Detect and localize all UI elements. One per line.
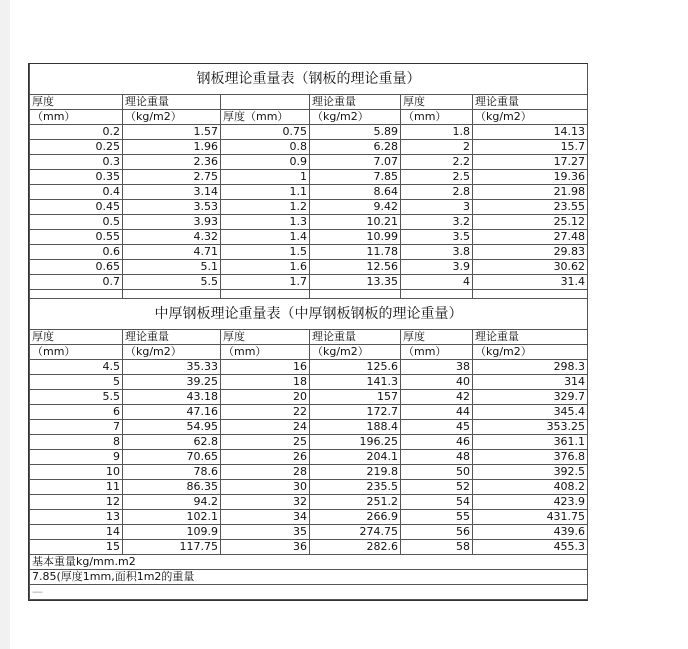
table-cell[interactable]: 43.18 <box>123 390 221 405</box>
spacer-row <box>30 290 588 299</box>
table-cell[interactable]: 13 <box>30 510 123 525</box>
spreadsheet <box>28 63 588 601</box>
table-cell[interactable]: 314 <box>473 375 588 390</box>
table-cell[interactable]: 45 <box>401 420 473 435</box>
column-header[interactable]: （kg/m2） <box>310 345 401 360</box>
table-row <box>30 230 588 245</box>
table-cell[interactable]: 14 <box>30 525 123 540</box>
sheet1-header-row-1 <box>30 95 588 110</box>
table-cell[interactable]: 2.36 <box>123 155 221 170</box>
column-header[interactable]: 厚度 <box>221 330 310 345</box>
table-cell[interactable]: 36 <box>221 540 310 555</box>
table-cell[interactable]: 0.8 <box>221 140 310 155</box>
table-cell[interactable]: 4 <box>401 275 473 290</box>
table-cell[interactable]: 0.9 <box>221 155 310 170</box>
table-row <box>30 170 588 185</box>
table-cell[interactable]: 18 <box>221 375 310 390</box>
table-cell[interactable]: 141.3 <box>310 375 401 390</box>
table-row <box>30 260 588 275</box>
table-cell[interactable]: 5.1 <box>123 260 221 275</box>
table-cell[interactable]: 44 <box>401 405 473 420</box>
table-cell[interactable]: 109.9 <box>123 525 221 540</box>
table-cell[interactable]: 3 <box>401 200 473 215</box>
table-cell[interactable]: 0.35 <box>30 170 123 185</box>
table-cell[interactable]: 0.3 <box>30 155 123 170</box>
empty-cell[interactable] <box>30 290 123 299</box>
column-header[interactable]: （mm） <box>30 345 123 360</box>
table-row <box>30 420 588 435</box>
column-header[interactable]: （mm） <box>401 345 473 360</box>
table-cell[interactable]: 54.95 <box>123 420 221 435</box>
table-cell[interactable]: 0.5 <box>30 215 123 230</box>
table-cell[interactable]: 7 <box>30 420 123 435</box>
column-header[interactable]: 理论重量 <box>473 330 588 345</box>
table-row <box>30 495 588 510</box>
empty-cell[interactable] <box>221 290 310 299</box>
sheet2-title-row <box>30 299 588 330</box>
table-cell[interactable]: 172.7 <box>310 405 401 420</box>
table-cell[interactable]: 31.4 <box>473 275 588 290</box>
table-row <box>30 405 588 420</box>
table-cell[interactable]: 10.99 <box>310 230 401 245</box>
table-cell[interactable]: 30.62 <box>473 260 588 275</box>
table-cell[interactable]: 48 <box>401 450 473 465</box>
table-cell[interactable]: 16 <box>221 360 310 375</box>
table-cell[interactable]: 1.1 <box>221 185 310 200</box>
column-header[interactable]: 理论重量 <box>310 330 401 345</box>
table-row <box>30 155 588 170</box>
table-row <box>30 465 588 480</box>
table-cell[interactable]: 353.25 <box>473 420 588 435</box>
sheet1-header-row-2 <box>30 110 588 125</box>
table-cell[interactable]: 13.35 <box>310 275 401 290</box>
table-cell[interactable]: 423.9 <box>473 495 588 510</box>
table-cell[interactable]: 11.78 <box>310 245 401 260</box>
table-cell[interactable]: 9.42 <box>310 200 401 215</box>
table-cell[interactable]: 86.35 <box>123 480 221 495</box>
table-cell[interactable]: 94.2 <box>123 495 221 510</box>
column-header[interactable] <box>221 95 310 110</box>
table-cell[interactable]: 204.1 <box>310 450 401 465</box>
table-row <box>30 375 588 390</box>
table-cell[interactable]: 12.56 <box>310 260 401 275</box>
table-cell[interactable]: 274.75 <box>310 525 401 540</box>
table-cell[interactable]: 1.2 <box>221 200 310 215</box>
table-cell[interactable]: 55 <box>401 510 473 525</box>
sheet2-title[interactable]: 中厚钢板理论重量表（中厚钢板钢板的理论重量） <box>30 299 588 330</box>
table-cell[interactable]: 0.55 <box>30 230 123 245</box>
table-row <box>30 140 588 155</box>
table-cell[interactable]: 58 <box>401 540 473 555</box>
table-cell[interactable]: 47.16 <box>123 405 221 420</box>
table-cell[interactable]: 0.75 <box>221 125 310 140</box>
table-row <box>30 480 588 495</box>
table-cell[interactable]: 39.25 <box>123 375 221 390</box>
table-row <box>30 525 588 540</box>
table-cell[interactable]: 26 <box>221 450 310 465</box>
sheet2-header-row-2 <box>30 345 588 360</box>
table-cell[interactable]: 0.2 <box>30 125 123 140</box>
table-cell[interactable]: 235.5 <box>310 480 401 495</box>
table-cell[interactable]: 12 <box>30 495 123 510</box>
table-cell[interactable]: 32 <box>221 495 310 510</box>
table-cell[interactable]: 29.83 <box>473 245 588 260</box>
table-cell[interactable]: 5.5 <box>123 275 221 290</box>
sheet1-title-row <box>30 64 588 95</box>
table-row <box>30 215 588 230</box>
table-cell[interactable]: 1.96 <box>123 140 221 155</box>
table-cell[interactable]: 7.85 <box>310 170 401 185</box>
table-cell[interactable]: 40 <box>401 375 473 390</box>
table-cell[interactable]: 266.9 <box>310 510 401 525</box>
table-cell[interactable]: 361.1 <box>473 435 588 450</box>
table-cell[interactable]: 27.48 <box>473 230 588 245</box>
table-cell[interactable]: 8 <box>30 435 123 450</box>
table-row <box>30 360 588 375</box>
table-row <box>30 200 588 215</box>
table-cell[interactable]: 431.75 <box>473 510 588 525</box>
table-cell[interactable]: 2.2 <box>401 155 473 170</box>
table-cell[interactable]: 329.7 <box>473 390 588 405</box>
table-cell[interactable]: 392.5 <box>473 465 588 480</box>
empty-cell[interactable] <box>401 290 473 299</box>
table-cell[interactable]: 0.7 <box>30 275 123 290</box>
table-cell[interactable]: 188.4 <box>310 420 401 435</box>
table-cell[interactable]: 70.65 <box>123 450 221 465</box>
table-cell[interactable]: 28 <box>221 465 310 480</box>
table-cell[interactable]: 5 <box>30 375 123 390</box>
table-row <box>30 435 588 450</box>
column-header[interactable]: （kg/m2） <box>473 110 588 125</box>
table-cell[interactable]: 56 <box>401 525 473 540</box>
column-header[interactable]: 厚度 <box>401 330 473 345</box>
table-cell[interactable]: 35 <box>221 525 310 540</box>
table-cell[interactable]: 117.75 <box>123 540 221 555</box>
sheet1-title[interactable]: 钢板理论重量表（钢板的理论重量） <box>30 64 588 95</box>
table-cell[interactable]: 0.65 <box>30 260 123 275</box>
column-header[interactable]: 厚度 <box>30 330 123 345</box>
table-cell[interactable]: 10 <box>30 465 123 480</box>
table-cell[interactable]: 0.25 <box>30 140 123 155</box>
table-cell[interactable]: 376.8 <box>473 450 588 465</box>
table-cell[interactable]: 22 <box>221 405 310 420</box>
table-cell[interactable]: 1.4 <box>221 230 310 245</box>
table-cell[interactable]: 3.93 <box>123 215 221 230</box>
table-cell[interactable]: 7.07 <box>310 155 401 170</box>
table-cell[interactable]: 6 <box>30 405 123 420</box>
table-cell[interactable]: 3.53 <box>123 200 221 215</box>
column-header[interactable]: （kg/m2） <box>310 110 401 125</box>
table-row <box>30 125 588 140</box>
table-cell[interactable]: 14.13 <box>473 125 588 140</box>
empty-cell[interactable] <box>473 290 588 299</box>
table-cell[interactable]: 9 <box>30 450 123 465</box>
table-cell[interactable]: 4.5 <box>30 360 123 375</box>
table-cell[interactable]: 282.6 <box>310 540 401 555</box>
weight-table <box>29 64 588 600</box>
column-header[interactable]: 理论重量 <box>310 95 401 110</box>
table-cell[interactable]: 1.6 <box>221 260 310 275</box>
table-cell[interactable]: 30 <box>221 480 310 495</box>
column-header[interactable]: 厚度 <box>30 95 123 110</box>
table-cell[interactable]: 298.3 <box>473 360 588 375</box>
empty-cell[interactable] <box>310 290 401 299</box>
column-header[interactable]: 厚度 <box>401 95 473 110</box>
table-cell[interactable]: 4.71 <box>123 245 221 260</box>
footer-row-2 <box>30 570 588 585</box>
table-cell[interactable]: 52 <box>401 480 473 495</box>
table-cell[interactable]: 1.5 <box>221 245 310 260</box>
table-cell[interactable]: 455.3 <box>473 540 588 555</box>
table-cell[interactable]: 1.8 <box>401 125 473 140</box>
column-header[interactable]: 理论重量 <box>123 330 221 345</box>
table-cell[interactable]: 19.36 <box>473 170 588 185</box>
table-cell[interactable]: 5.89 <box>310 125 401 140</box>
table-cell[interactable]: 34 <box>221 510 310 525</box>
table-cell[interactable]: 3.8 <box>401 245 473 260</box>
table-cell[interactable]: 62.8 <box>123 435 221 450</box>
table-cell[interactable]: 196.25 <box>310 435 401 450</box>
table-cell[interactable]: 15 <box>30 540 123 555</box>
table-row <box>30 450 588 465</box>
table-cell[interactable]: 0.6 <box>30 245 123 260</box>
table-cell[interactable]: 2 <box>401 140 473 155</box>
footer-note[interactable]: 7.85(厚度1mm,面积1m2的重量 <box>30 570 588 585</box>
table-row <box>30 510 588 525</box>
table-cell[interactable]: 1.3 <box>221 215 310 230</box>
table-cell[interactable]: 1.57 <box>123 125 221 140</box>
table-cell[interactable]: 24 <box>221 420 310 435</box>
footer-row-3 <box>30 585 588 600</box>
table-cell[interactable]: 17.27 <box>473 155 588 170</box>
footer-dash[interactable]: — <box>30 585 588 600</box>
table-cell[interactable]: 8.64 <box>310 185 401 200</box>
table-cell[interactable]: 2.75 <box>123 170 221 185</box>
table-cell[interactable]: 2.8 <box>401 185 473 200</box>
table-cell[interactable]: 125.6 <box>310 360 401 375</box>
table-cell[interactable]: 54 <box>401 495 473 510</box>
column-header[interactable]: （mm） <box>30 110 123 125</box>
table-cell[interactable]: 78.6 <box>123 465 221 480</box>
table-cell[interactable]: 1 <box>221 170 310 185</box>
column-header[interactable]: （kg/m2） <box>473 345 588 360</box>
table-cell[interactable]: 38 <box>401 360 473 375</box>
table-cell[interactable]: 1.7 <box>221 275 310 290</box>
table-cell[interactable]: 25 <box>221 435 310 450</box>
table-cell[interactable]: 5.5 <box>30 390 123 405</box>
table-cell[interactable]: 42 <box>401 390 473 405</box>
column-header[interactable]: （kg/m2） <box>123 110 221 125</box>
table-cell[interactable]: 2.5 <box>401 170 473 185</box>
table-row <box>30 540 588 555</box>
column-header[interactable]: 理论重量 <box>123 95 221 110</box>
table-cell[interactable]: 11 <box>30 480 123 495</box>
footer-basic-weight[interactable]: 基本重量kg/mm.m2 <box>30 555 588 570</box>
table-cell[interactable]: 6.28 <box>310 140 401 155</box>
table-cell[interactable]: 345.4 <box>473 405 588 420</box>
table-cell[interactable]: 21.98 <box>473 185 588 200</box>
column-header[interactable]: （mm） <box>401 110 473 125</box>
column-header[interactable]: 理论重量 <box>473 95 588 110</box>
table-cell[interactable]: 23.55 <box>473 200 588 215</box>
table-cell[interactable]: 0.45 <box>30 200 123 215</box>
left-margin-strip <box>0 0 10 649</box>
table-cell[interactable]: 3.2 <box>401 215 473 230</box>
column-header[interactable]: （kg/m2） <box>123 345 221 360</box>
table-cell[interactable]: 251.2 <box>310 495 401 510</box>
table-cell[interactable]: 35.33 <box>123 360 221 375</box>
footer-row-1 <box>30 555 588 570</box>
table-cell[interactable]: 50 <box>401 465 473 480</box>
table-cell[interactable]: 0.4 <box>30 185 123 200</box>
table-row <box>30 245 588 260</box>
table-cell[interactable]: 219.8 <box>310 465 401 480</box>
empty-cell[interactable] <box>123 290 221 299</box>
table-cell[interactable]: 4.32 <box>123 230 221 245</box>
table-cell[interactable]: 3.14 <box>123 185 221 200</box>
sheet2-header-row-1 <box>30 330 588 345</box>
table-cell[interactable]: 439.6 <box>473 525 588 540</box>
table-cell[interactable]: 3.9 <box>401 260 473 275</box>
table-cell[interactable]: 46 <box>401 435 473 450</box>
table-cell[interactable]: 408.2 <box>473 480 588 495</box>
table-row <box>30 185 588 200</box>
table-cell[interactable]: 20 <box>221 390 310 405</box>
column-header[interactable]: 厚度（mm） <box>221 110 310 125</box>
table-cell[interactable]: 102.1 <box>123 510 221 525</box>
column-header[interactable]: （mm） <box>221 345 310 360</box>
table-cell[interactable]: 25.12 <box>473 215 588 230</box>
table-cell[interactable]: 3.5 <box>401 230 473 245</box>
table-cell[interactable]: 157 <box>310 390 401 405</box>
table-row <box>30 390 588 405</box>
table-row <box>30 275 588 290</box>
table-cell[interactable]: 10.21 <box>310 215 401 230</box>
table-cell[interactable]: 15.7 <box>473 140 588 155</box>
